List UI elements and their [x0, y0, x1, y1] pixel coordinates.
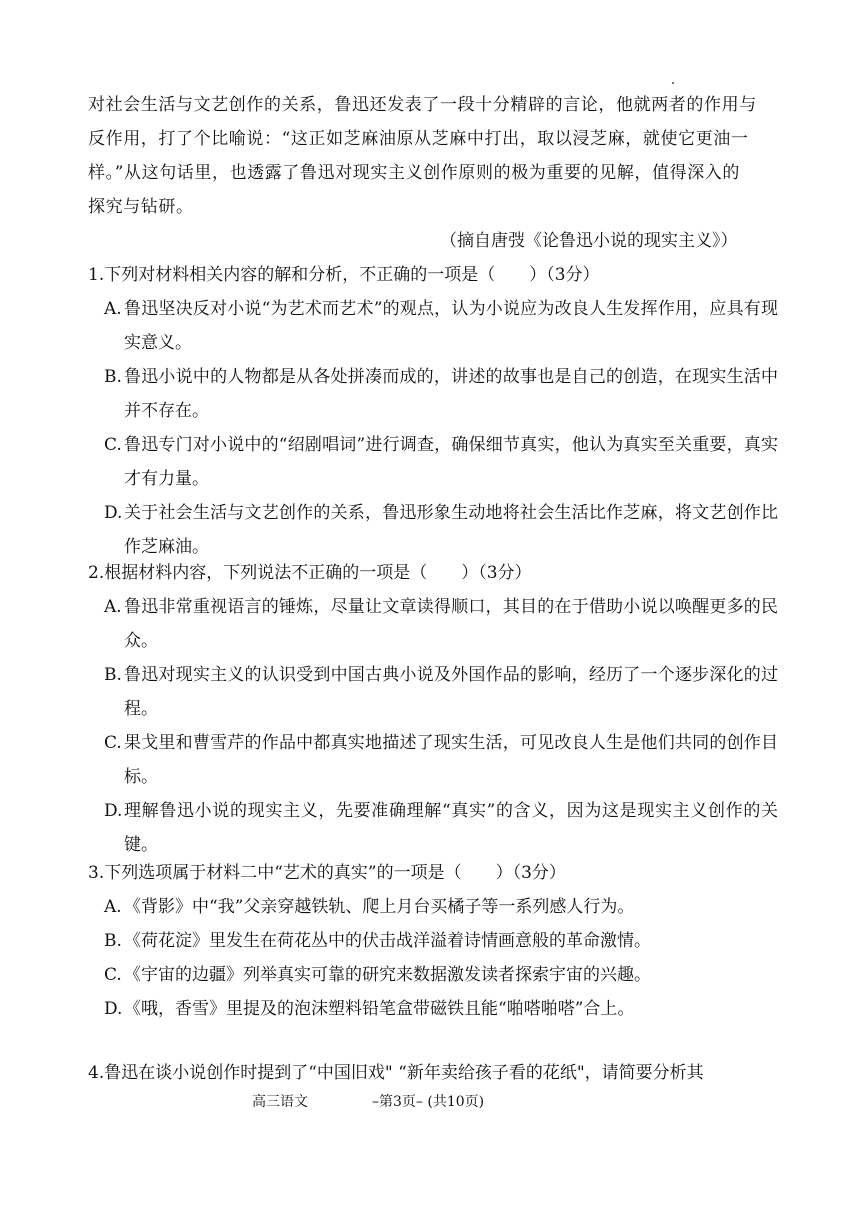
- footer-subject: 高三语文: [252, 1094, 308, 1110]
- option-c: [88, 726, 778, 794]
- option-letter: C.: [104, 435, 122, 455]
- option-letter: A.: [104, 597, 122, 617]
- option-text: 《荷花淀》里发生在荷花丛中的伏击战洋溢着诗情画意般的革命激情。: [124, 931, 651, 951]
- reading-passage: [88, 88, 778, 224]
- option-text: 鲁迅对现实主义的认识受到中国古典小说及外国作品的影响，经历了一个逐步深化的过程。: [124, 665, 778, 719]
- option-letter: C.: [104, 733, 122, 753]
- option-text: 《背影》中“我”父亲穿越铁轨、爬上月台买橘子等一系列感人行为。: [124, 897, 635, 917]
- question-stem: 4.鲁迅在谈小说创作时提到了“中国旧戏" “新年卖给孩子看的花纸"，请简要分析其: [88, 1063, 704, 1083]
- option-text: 《宇宙的边疆》列举真实可靠的研究来数据激发读者探索宇宙的兴趣。: [124, 965, 651, 985]
- option-c: [88, 958, 778, 992]
- question-2: [88, 556, 778, 862]
- option-letter: B.: [104, 367, 122, 387]
- passage-line: 探究与钻研。: [88, 197, 194, 217]
- option-letter: B.: [104, 665, 122, 685]
- option-text: 鲁迅小说中的人物都是从各处拼凑而成的，讲述的故事也是自己的创造，在现实生活中并不存在。: [124, 367, 778, 421]
- question-stem: 3.下列选项属于材料二中“艺术的真实”的一项是（ ）（3分）: [88, 863, 566, 883]
- question-stem: 2.根据材料内容，下列说法不正确的一项是（ ）（3分）: [88, 563, 532, 583]
- option-b: [88, 924, 778, 958]
- option-c: [88, 428, 778, 496]
- option-a: [88, 890, 778, 924]
- option-letter: A.: [104, 897, 122, 917]
- option-letter: B.: [104, 931, 122, 951]
- option-letter: A.: [104, 299, 122, 319]
- option-b: [88, 658, 778, 726]
- option-text: 《哦，香雪》里提及的泡沫塑料铅笔盒带磁铁且能“啪嗒啪嗒”合上。: [124, 999, 635, 1019]
- option-text: 关于社会生活与文艺创作的关系，鲁迅形象生动地将社会生活比作芝麻，将文艺创作比作芝麻油。: [124, 503, 778, 557]
- option-a: [88, 292, 778, 360]
- option-a: [88, 590, 778, 658]
- option-d: [88, 992, 778, 1026]
- option-text: 理解鲁迅小说的现实主义，先要准确理解“真实”的含义，因为这是现实主义创作的关键。: [124, 801, 778, 855]
- question-stem: 1.下列对材料相关内容的解和分析，不正确的一项是（ ）（3分）: [88, 265, 600, 285]
- option-b: [88, 360, 778, 428]
- option-d: [88, 496, 778, 564]
- footer-page-number: –第3页– (共10页): [372, 1094, 485, 1110]
- option-letter: D.: [104, 503, 123, 523]
- option-text: 鲁迅非常重视语言的锤炼，尽量让文章读得顺口，其目的在于借助小说以唤醒更多的民众。: [124, 597, 778, 651]
- question-4: [88, 1056, 778, 1090]
- option-text: 果戈里和曹雪芹的作品中都真实地描述了现实生活，可见改良人生是他们共同的创作目标。: [124, 733, 778, 787]
- option-letter: D.: [104, 801, 123, 821]
- passage-line: 反作用，打了个比喻说：“这正如芝麻油原从芝麻中打出，取以浸芝麻，就使它更油一: [88, 129, 749, 149]
- passage-citation: （摘自唐弢《论鲁迅小说的现实主义》）: [440, 231, 738, 251]
- question-1: [88, 258, 778, 564]
- option-letter: C.: [104, 965, 122, 985]
- passage-line: 样。”从这句话里，也透露了鲁迅对现实主义创作原则的极为重要的见解，值得深入的: [88, 163, 740, 183]
- scan-speck: [672, 82, 674, 84]
- option-d: [88, 794, 778, 862]
- option-letter: D.: [104, 999, 123, 1019]
- option-text: 鲁迅专门对小说中的“绍剧唱词”进行调查，确保细节真实，他认为真实至关重要，真实才有力量。: [124, 435, 778, 489]
- option-text: 鲁迅坚决反对小说“为艺术而艺术”的观点，认为小说应为改良人生发挥作用，应具有现实意义。: [124, 299, 778, 353]
- passage-line: 对社会生活与文艺创作的关系，鲁迅还发表了一段十分精辟的言论，他就两者的作用与: [88, 95, 757, 115]
- question-3: [88, 856, 778, 1026]
